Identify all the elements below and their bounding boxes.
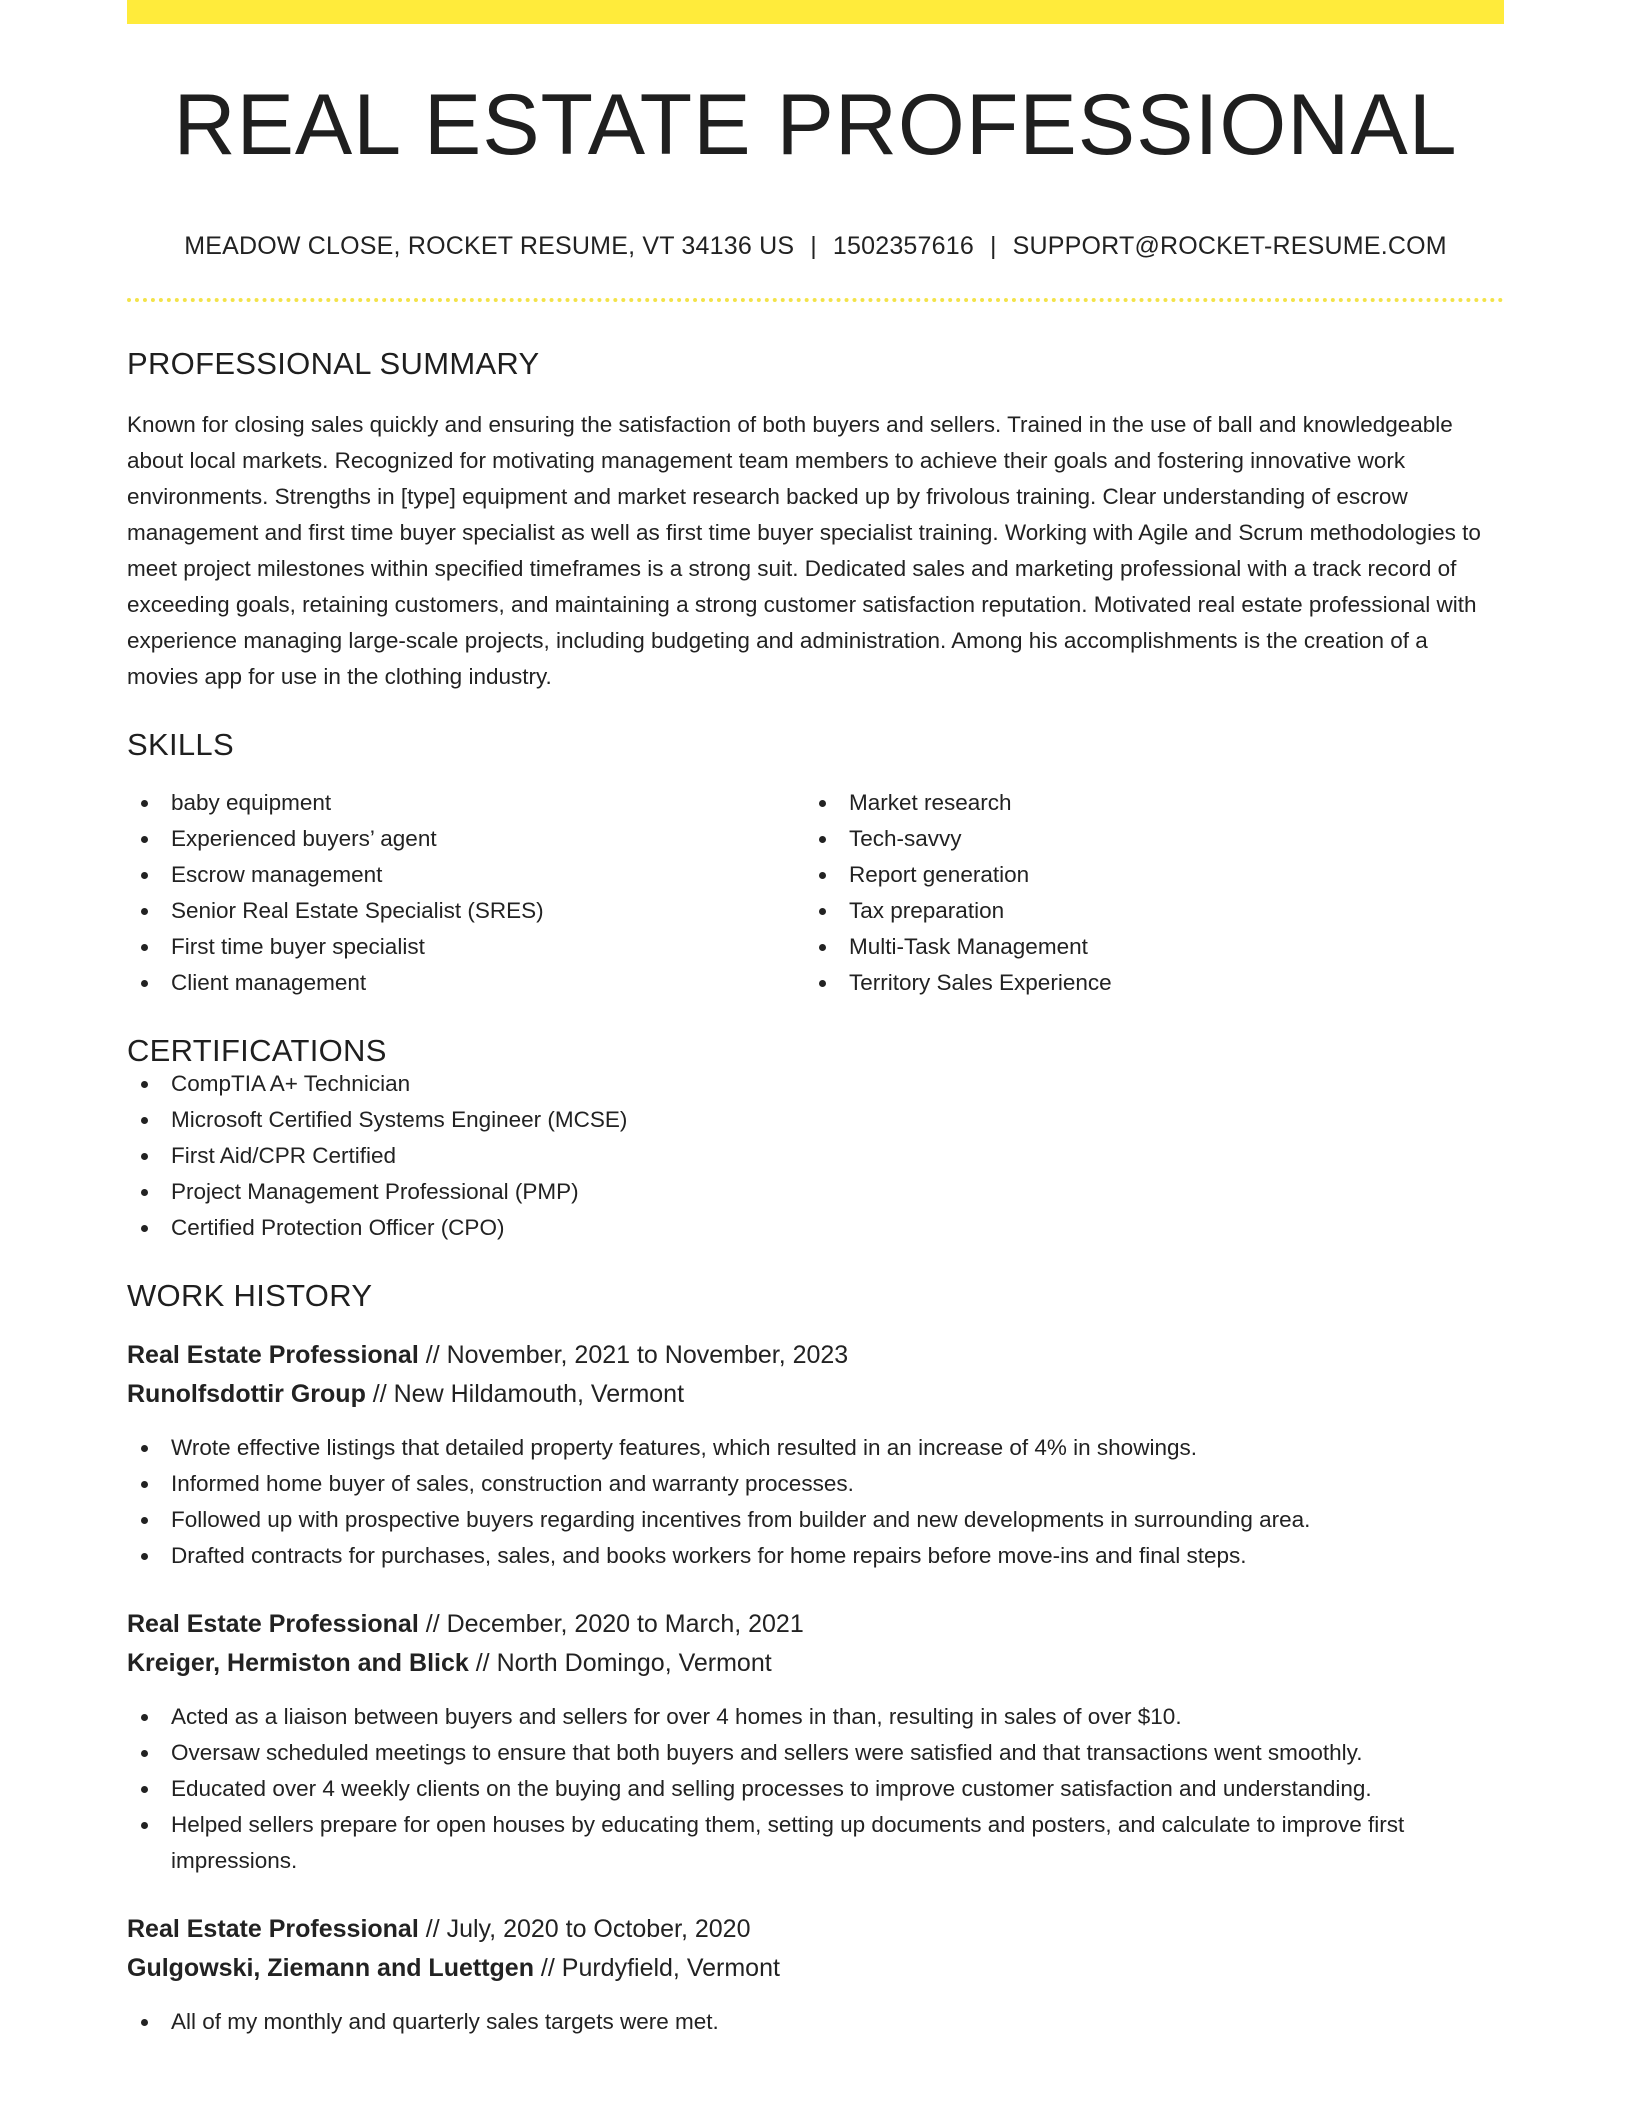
job-dates: // November, 2021 to November, 2023 (418, 1341, 849, 1369)
skill-label: Market research (849, 790, 1012, 815)
skill-label: baby equipment (171, 790, 332, 815)
job-company-line (127, 1949, 1504, 1988)
list-item (127, 965, 805, 1001)
job-company-line (127, 1375, 1504, 1414)
certification-label: CompTIA A+ Technician (171, 1071, 411, 1096)
bullet-dot (141, 2019, 148, 2026)
skill-label: Tax preparation (849, 898, 1005, 923)
job-location: // Purdyfield, Vermont (533, 1954, 780, 1982)
job-bullet-text: Informed home buyer of sales, construction and warranty processes. (171, 1471, 854, 1496)
resume-page (127, 0, 1504, 2040)
skill-label: Tech-savvy (849, 826, 962, 851)
bullet-dot (141, 908, 148, 915)
dotted-divider (127, 298, 1504, 302)
list-item (127, 1771, 1504, 1807)
skill-label: Report generation (849, 862, 1030, 887)
list-item (127, 893, 805, 929)
contact-separator: | (810, 232, 817, 260)
job-dates: // December, 2020 to March, 2021 (418, 1610, 804, 1638)
bullet-dot (819, 980, 826, 987)
list-item (805, 785, 1483, 821)
bullet-dot (141, 1225, 148, 1232)
job-title-line (127, 1605, 1504, 1644)
bullet-dot (141, 1189, 148, 1196)
list-item (127, 1466, 1504, 1502)
certifications-heading: CERTIFICATIONS (127, 1033, 387, 1068)
certification-label: First Aid/CPR Certified (171, 1143, 397, 1168)
job-bullets (127, 1430, 1504, 1574)
job-bullet-text: Drafted contracts for purchases, sales, and books workers for home repairs before move-ins and final steps. (171, 1543, 1247, 1568)
skill-label: Experienced buyers’ agent (171, 826, 437, 851)
contact-separator: | (989, 232, 997, 260)
bullet-dot (141, 1117, 148, 1124)
candidate-name: REAL ESTATE PROFESSIONAL (173, 77, 1458, 173)
list-item (127, 1138, 1504, 1174)
list-item (805, 893, 1483, 929)
skills-left-list (127, 785, 805, 1001)
list-item (127, 1807, 1504, 1879)
bullet-dot (141, 1786, 148, 1793)
job-bullet-text: Helped sellers prepare for open houses by educating them, setting up documents and posters, and calculate to improve first impressions. (171, 1812, 1405, 1873)
bullet-dot (141, 872, 148, 879)
job-company-line (127, 1644, 1504, 1683)
bullet-dot (819, 800, 826, 807)
skill-label: Territory Sales Experience (849, 970, 1112, 995)
list-item (127, 1102, 1504, 1138)
list-item (805, 821, 1483, 857)
certifications-list (127, 1066, 1504, 1246)
job-title: Real Estate Professional (127, 1341, 419, 1369)
certification-label: Microsoft Certified Systems Engineer (MCSE) (171, 1107, 628, 1132)
certification-label: Certified Protection Officer (CPO) (171, 1215, 505, 1240)
skills-grid (127, 785, 1504, 1001)
skill-label: Multi-Task Management (849, 934, 1088, 959)
job-company: Gulgowski, Ziemann and Luettgen (127, 1954, 534, 1982)
list-item (127, 1430, 1504, 1466)
job-bullets (127, 2004, 1504, 2040)
bullet-dot (141, 1517, 148, 1524)
bullet-dot (819, 944, 826, 951)
bullet-dot (141, 1445, 148, 1452)
job-bullet-text: Acted as a liaison between buyers and sellers for over 4 homes in than, resulting in sales of over $10. (171, 1704, 1182, 1729)
job-bullet-text: Educated over 4 weekly clients on the buying and selling processes to improve customer satisfaction and understanding. (171, 1776, 1372, 1801)
bullet-dot (141, 1750, 148, 1757)
list-item (805, 965, 1483, 1001)
job-entry (127, 1910, 1504, 2040)
job-bullet-text: All of my monthly and quarterly sales targets were met. (171, 2009, 719, 2034)
job-title: Real Estate Professional (127, 1915, 419, 1943)
contact-phone: 1502357616 (832, 232, 974, 260)
job-bullet-text: Followed up with prospective buyers regarding incentives from builder and new developments in surrounding area. (171, 1507, 1311, 1532)
list-item (127, 785, 805, 821)
bullet-dot (819, 836, 826, 843)
list-item (127, 1502, 1504, 1538)
skills-heading: SKILLS (127, 727, 234, 762)
summary-heading: PROFESSIONAL SUMMARY (127, 346, 540, 381)
skill-label: Client management (171, 970, 367, 995)
list-item (805, 929, 1483, 965)
job-dates: // July, 2020 to October, 2020 (418, 1915, 751, 1943)
bullet-dot (141, 836, 148, 843)
job-title-line (127, 1910, 1504, 1949)
job-title-line (127, 1336, 1504, 1375)
job-location: // North Domingo, Vermont (468, 1649, 772, 1677)
bullet-dot (819, 872, 826, 879)
bullet-dot (141, 1822, 148, 1829)
list-item (127, 1174, 1504, 1210)
bullet-dot (141, 800, 148, 807)
contact-address: MEADOW CLOSE, ROCKET RESUME, VT 34136 US (184, 232, 795, 260)
bullet-dot (141, 1081, 148, 1088)
job-title: Real Estate Professional (127, 1610, 419, 1638)
list-item (805, 857, 1483, 893)
job-entry (127, 1336, 1504, 1574)
bullet-dot (141, 980, 148, 987)
list-item (127, 857, 805, 893)
skill-label: First time buyer specialist (171, 934, 425, 959)
list-item (127, 1066, 1504, 1102)
accent-top-bar (127, 0, 1504, 24)
skills-right-list (805, 785, 1483, 1001)
job-company: Runolfsdottir Group (127, 1380, 366, 1408)
job-entry (127, 1605, 1504, 1879)
contact-line (127, 234, 1504, 259)
bullet-dot (141, 1153, 148, 1160)
contact-email: SUPPORT@ROCKET-RESUME.COM (1012, 232, 1447, 260)
skill-label: Escrow management (171, 862, 383, 887)
bullet-dot (819, 908, 826, 915)
bullet-dot (141, 1481, 148, 1488)
list-item (127, 2004, 1504, 2040)
list-item (127, 1538, 1504, 1574)
list-item (127, 1735, 1504, 1771)
bullet-dot (141, 1553, 148, 1560)
certification-label: Project Management Professional (PMP) (171, 1179, 579, 1204)
list-item (127, 821, 805, 857)
list-item (127, 929, 805, 965)
list-item (127, 1699, 1504, 1735)
work-history-heading: WORK HISTORY (127, 1278, 373, 1313)
bullet-dot (141, 1714, 148, 1721)
job-bullet-text: Oversaw scheduled meetings to ensure that both buyers and sellers were satisfied and that transactions went smoothly. (171, 1740, 1363, 1765)
job-location: // New Hildamouth, Vermont (365, 1380, 685, 1408)
bullet-dot (141, 944, 148, 951)
summary-text: Known for closing sales quickly and ensuring the satisfaction of both buyers and sellers. Trained in the use of ball and knowledgeable about local markets. Recognized for motivating management team members to achieve their goals and fostering innovative work environments. Strengths in [type] equipment and market research backed up by frivolous training. Clear understanding of escrow management and first time buyer specialist as well as first time buyer specialist training. Working with Agile and Scrum methodologies to meet project milestones within specified timeframes is a strong suit. Dedicated sales and marketing professional with a track record of exceeding goals, retaining customers, and maintaining a strong customer satisfaction reputation. Motivated real estate professional with experience managing large-scale projects, including budgeting and administration. Among his accomplishments is the creation of a movies app for use in the clothing industry. (127, 412, 1481, 689)
job-bullets (127, 1699, 1504, 1879)
job-bullet-text: Wrote effective listings that detailed property features, which resulted in an increase of 4% in showings. (171, 1435, 1197, 1460)
job-company: Kreiger, Hermiston and Blick (127, 1649, 469, 1677)
skill-label: Senior Real Estate Specialist (SRES) (171, 898, 544, 923)
list-item (127, 1210, 1504, 1246)
